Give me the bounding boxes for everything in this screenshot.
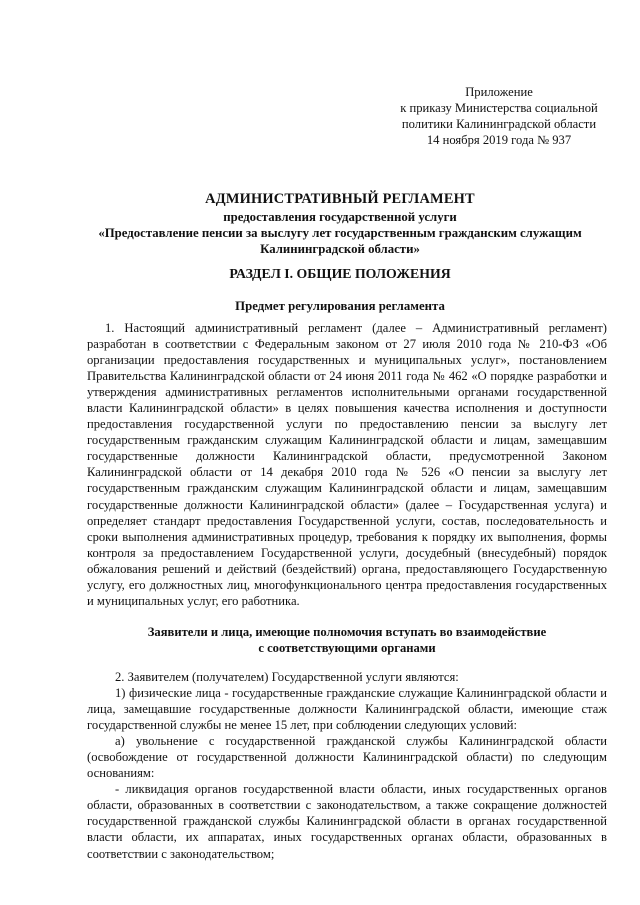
applicants-heading [87, 624, 607, 656]
appendix-order-line: к приказу Министерства социальной [400, 101, 598, 115]
document-subtitle-line2: «Предоставление пенсии за выслугу лет государственным гражданским служащим [98, 226, 582, 240]
document-subtitle-line1: предоставления государственной услуги [223, 210, 457, 224]
paragraph-3: 1) физические лица - государственные гражданские служащие Калининградской области и лица, замещавшие государственные должности Калининградской области, имеющие стаж государственной службы не менее 15 лет, при соблюдении следующих условий: [87, 686, 607, 733]
section-heading: РАЗДЕЛ I. ОБЩИЕ ПОЛОЖЕНИЯ [229, 266, 451, 281]
applicants-body [87, 669, 607, 862]
subject-heading: Предмет регулирования регламента [235, 299, 445, 313]
appendix-date-line: 14 ноября 2019 года № 937 [426, 133, 572, 147]
appendix-header [384, 84, 614, 148]
document-subtitle-line3: Калининградской области» [260, 242, 420, 256]
paragraph-2: 2. Заявителем (получателем) Государственной услуги являются: [115, 670, 459, 684]
paragraph-1: 1. Настоящий административный регламент (далее – Административный регламент) разработан в соответствии с Федеральным законом от 27 июля 2010 года № 210-ФЗ «Об организации предоставления государственных и муниципальных услуг», постановлением Правительства Калининградской области от 24 июня 2011 года № 462 «О порядке разработки и утверждения административных регламентов исполнительными органами государственной власти Калининградской области» в целях повышения качества исполнения и доступности предоставления государственной услуги по предоставлению пенсии за выслугу лет государственным гражданским служащим Калининградской области и лицам, замещавшим государственные должности Калининградской области, предусмотренной Законом Калининградской области от 14 декабря 2010 года № 526 «О пенсии за выслугу лет государственным гражданским служащим Калининградской области и лицам, замещавшим государственные должности Калининградской области» (далее – Государственная услуга) и определяет стандарт предоставления Государственной услуги, состав, последовательность и сроки выполнения административных процедур, требования к порядку их выполнения, формы контроля за предоставлением Государственной услуги, досудебный (внесудебный) порядок обжалования решений и действий (бездействий) органа, предоставляющего Государственную услугу, его должностных лиц, многофункционального центра предоставления государственных и муниципальных услуг, его работника. [87, 321, 607, 608]
appendix-ministry-line: политики Калининградской области [401, 117, 597, 131]
appendix-label: Приложение [465, 85, 533, 99]
applicants-heading-line1: Заявители и лица, имеющие полномочия вступать во взаимодействие [147, 625, 547, 639]
paragraph-5: - ликвидация органов государственной власти области, иных государственных органов области, образованных в соответствии с законодательством, а также сокращение должностей государственной гражданской службы Калининградской области в органах государственной власти области, их аппаратах, иных государственных органах области, образованных в соответствии с законодательством; [87, 782, 607, 861]
section-body [87, 320, 607, 609]
applicants-heading-line2: с соответствующими органами [258, 641, 436, 655]
document-title: АДМИНИСТРАТИВНЫЙ РЕГЛАМЕНТ [205, 191, 475, 207]
document-title-block [40, 190, 640, 257]
paragraph-4: а) увольнение с государственной гражданской службы Калининградской области (освобождение от государственной должности Калининградской области) по следующим основаниям: [87, 734, 607, 781]
